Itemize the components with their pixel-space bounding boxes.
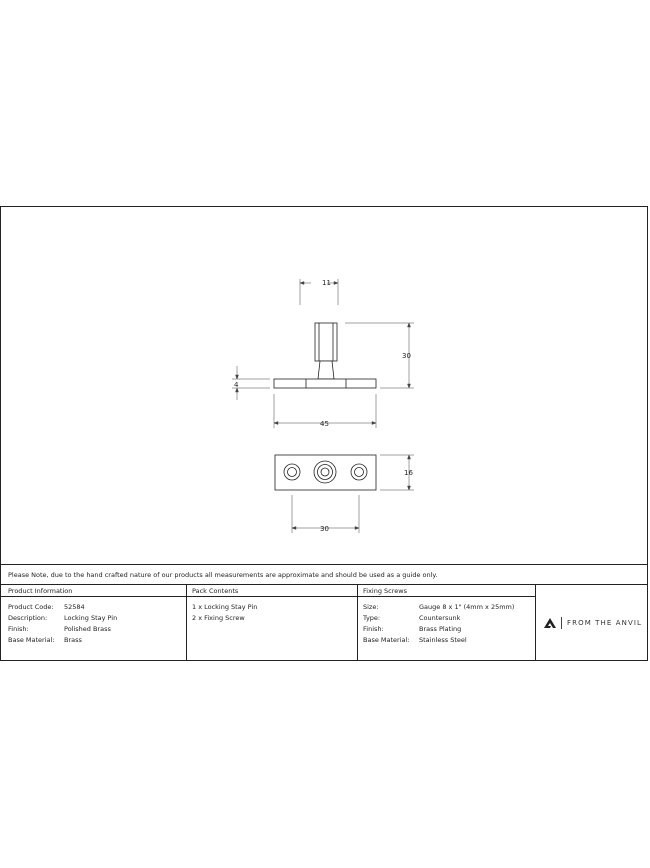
type-label: Type: bbox=[363, 614, 381, 622]
base-material-label: Base Material: bbox=[8, 636, 55, 644]
size-label: Size: bbox=[363, 603, 379, 611]
brand-logo bbox=[543, 617, 642, 629]
screw-finish-value: Brass Plating bbox=[419, 625, 462, 633]
dim-pin-width: 11 bbox=[322, 279, 331, 287]
base-material-value: Brass bbox=[64, 636, 82, 644]
logo-separator bbox=[561, 617, 562, 629]
pack-item: 1 x Locking Stay Pin bbox=[192, 603, 258, 611]
screw-material-label: Base Material: bbox=[363, 636, 410, 644]
size-value: Gauge 8 x 1" (4mm x 25mm) bbox=[419, 603, 515, 611]
base-plate-side bbox=[274, 379, 376, 388]
anvil-logo-icon bbox=[543, 617, 557, 629]
dim-total-height: 30 bbox=[402, 352, 411, 360]
pin-neck bbox=[318, 361, 334, 379]
description-label: Description: bbox=[8, 614, 48, 622]
product-code-label: Product Code: bbox=[8, 603, 54, 611]
screw-material-value: Stainless Steel bbox=[419, 636, 467, 644]
divider bbox=[0, 564, 648, 565]
product-information-heading: Product Information bbox=[8, 587, 73, 595]
finish-value: Polished Brass bbox=[64, 625, 111, 633]
description-value: Locking Stay Pin bbox=[64, 614, 118, 622]
column-divider bbox=[357, 584, 358, 661]
measurement-note: Please Note, due to the hand crafted nature of our products all measurements are approximate and should be used as a guide only. bbox=[8, 571, 438, 579]
column-divider bbox=[186, 584, 187, 661]
finish-label: Finish: bbox=[8, 625, 29, 633]
column-divider bbox=[535, 584, 536, 661]
divider bbox=[0, 584, 648, 585]
brand-name: FROM THE ANVIL bbox=[567, 619, 643, 627]
pack-item: 2 x Fixing Screw bbox=[192, 614, 245, 622]
type-value: Countersunk bbox=[419, 614, 461, 622]
base-plate-plan bbox=[275, 455, 376, 490]
divider bbox=[0, 596, 535, 597]
dim-plate-thickness: 4 bbox=[234, 381, 239, 389]
product-code-value: 52584 bbox=[64, 603, 85, 611]
screw-finish-label: Finish: bbox=[363, 625, 384, 633]
pack-contents-heading: Pack Contents bbox=[192, 587, 239, 595]
dim-plate-height: 16 bbox=[404, 469, 413, 477]
fixing-screws-heading: Fixing Screws bbox=[363, 587, 407, 595]
dim-hole-spacing: 30 bbox=[320, 525, 329, 533]
pin-body bbox=[315, 323, 337, 361]
dim-plate-width: 45 bbox=[320, 420, 329, 428]
